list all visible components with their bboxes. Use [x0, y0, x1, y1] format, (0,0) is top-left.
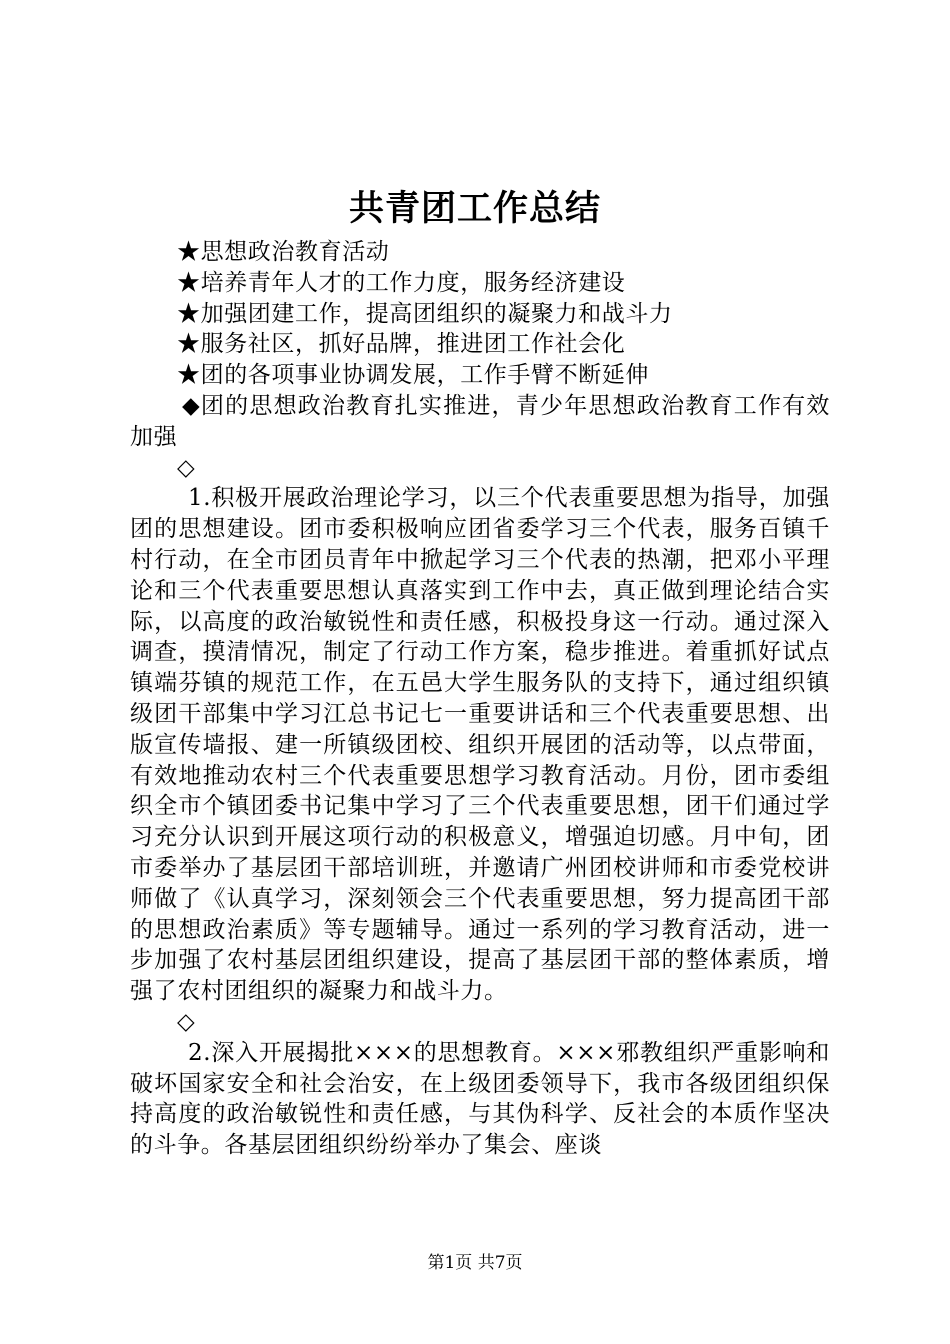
page-footer: 第1页 共7页 [427, 1253, 523, 1273]
paragraph-1: 1.积极开展政治理论学习，以三个代表重要思想为指导，加强团的思想建设。团市委积极响应团省委学习三个代表，服务百镇千村行动，在全市团员青年中掀起学习三个代表的热潮，把邓小平理论和三个代表重要思想认真落实到工作中去，真正做到理论结合实际，以高度的政治敏锐性和责任感，积极投身这一行动。通过深入调查，摸清情况，制定了行动工作方案，稳步推进。着重抓好试点镇端芬镇的规范工作，在五邑大学生服务队的支持下，通过组织镇级团干部集中学习江总书记七一重要讲话和三个代表重要思想、出版宣传墙报、建一所镇级团校、组织开展团的活动等，以点带面，有效地推动农村三个代表重要思想学习教育活动。月份，团市委组织全市个镇团委书记集中学习了三个代表重要思想，团干们通过学习充分认识到开展这项行动的积极意义，增强迫切感。月中旬，团市委举办了基层团干部培训班，并邀请广州团校讲师和市委党校讲师做了《认真学习，深刻领会三个代表重要思想，努力提高团干部的思想政治素质》等专题辅导。通过一系列的学习教育活动，进一步加强了农村基层团组织建设，提高了基层团干部的整体素质，增强了农村团组织的凝聚力和战斗力。 [130, 485, 830, 1005]
outline-item-5: ★团的各项事业协调发展，工作手臂不断延伸 [177, 362, 649, 389]
diamond-marker-1: ◇ [177, 454, 196, 481]
outline-item-3: ★加强团建工作，提高团组织的凝聚力和战斗力 [177, 300, 673, 327]
outline-item-4: ★服务社区，抓好品牌，推进团工作社会化 [177, 331, 626, 358]
outline-item-1: ★思想政治教育活动 [177, 239, 390, 265]
section-heading: ◆团的思想政治教育扎实推进，青少年思想政治教育工作有效加强 [130, 392, 830, 450]
diamond-marker-2: ◇ [177, 1008, 196, 1035]
outline-item-2: ★培养青年人才的工作力度，服务经济建设 [177, 269, 626, 296]
document-body [130, 237, 830, 1161]
document-title: 共青团工作总结 [348, 189, 601, 229]
paragraph-2: 2.深入开展揭批×××的思想教育。×××邪教组织严重影响和破坏国家安全和社会治安，在上级团委领导下，我市各级团组织保持高度的政治敏锐性和责任感，与其伪科学、反社会的本质作坚决的斗争。各基层团组织纷纷举办了集会、座谈 [130, 1039, 830, 1159]
